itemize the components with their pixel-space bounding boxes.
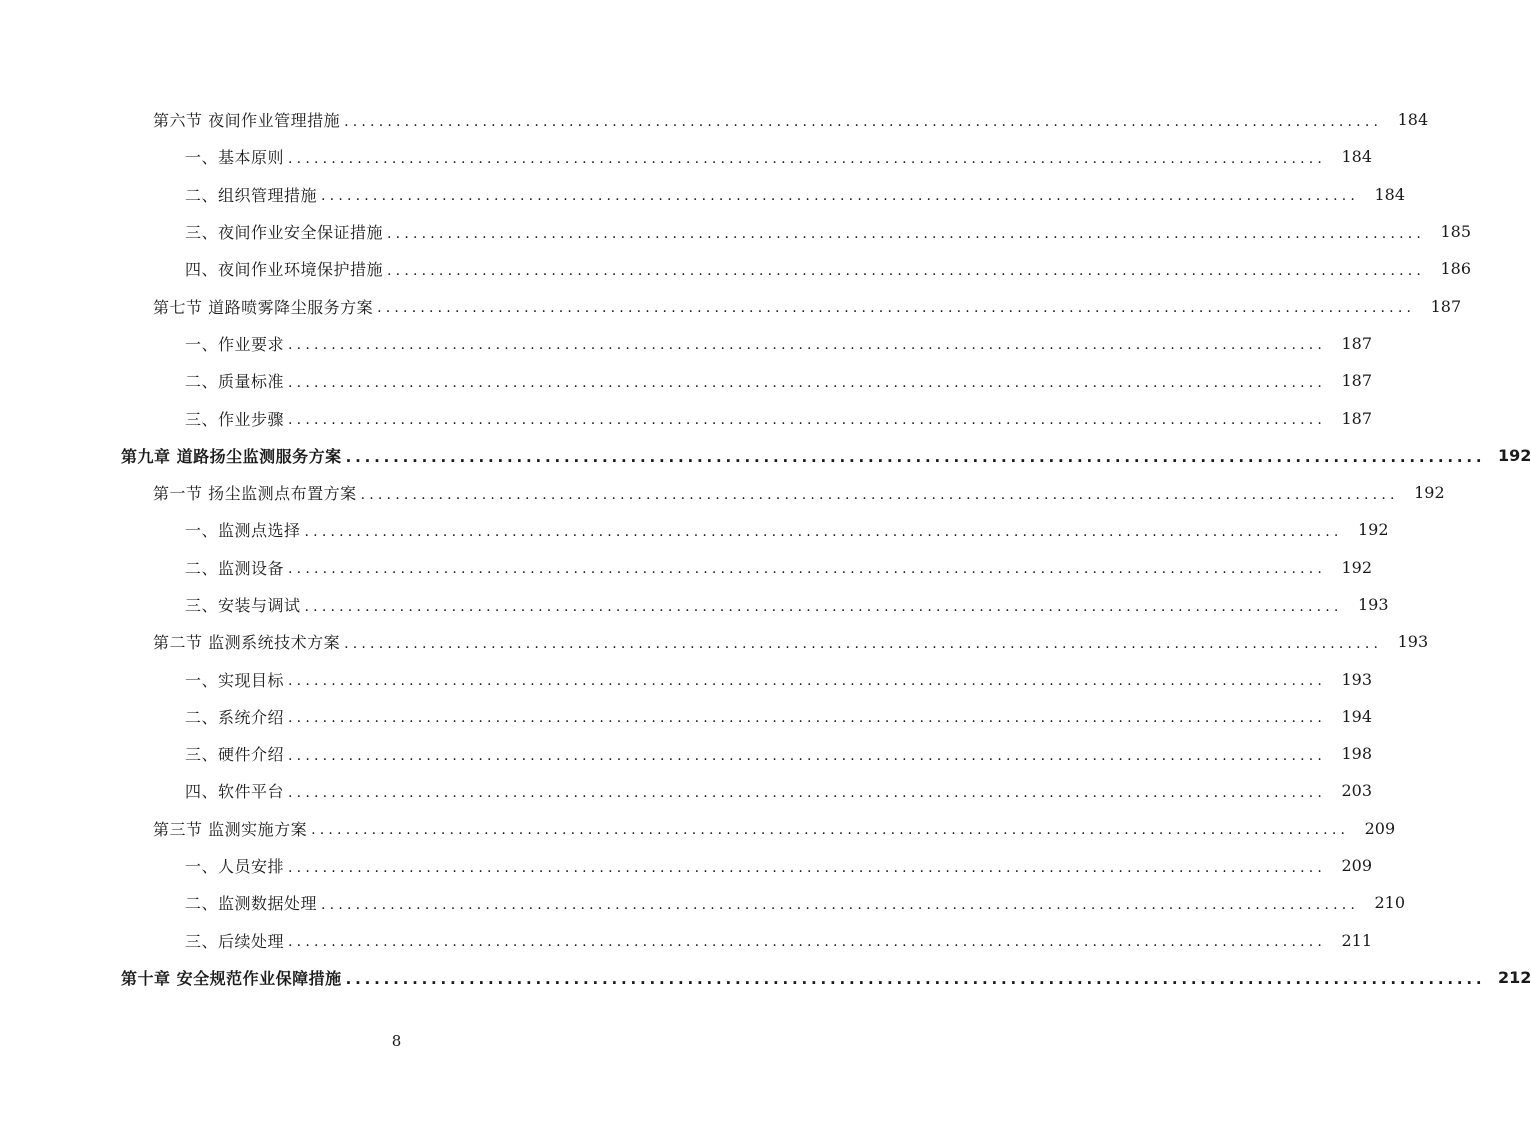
toc-section-row[interactable] bbox=[0, 101, 1429, 138]
toc-entry-title: 一、基本原则 bbox=[185, 148, 285, 168]
toc-dot-leader: ........................................................................................................................ bbox=[311, 822, 1350, 839]
toc-dot-leader: ........................................................................................................................ bbox=[344, 113, 1383, 130]
toc-item-row[interactable] bbox=[0, 399, 1373, 436]
toc-entry-page-number: 209 bbox=[1364, 818, 1396, 838]
toc-item-row[interactable] bbox=[0, 138, 1373, 175]
toc-entry-page-number: 203 bbox=[1341, 781, 1373, 801]
toc-entry-page-number: 187 bbox=[1341, 408, 1373, 428]
toc-section-row[interactable] bbox=[0, 810, 1396, 847]
toc-entry-title: 三、夜间作业安全保证措施 bbox=[185, 223, 384, 243]
toc-entry-page-number: 194 bbox=[1341, 706, 1373, 726]
toc-dot-leader: ........................................................................................................................ bbox=[344, 635, 1383, 652]
toc-dot-leader: ........................................................................................................................ bbox=[288, 934, 1327, 951]
toc-dot-leader: ........................................................................................................................ bbox=[321, 188, 1360, 205]
toc-item-row[interactable] bbox=[0, 325, 1373, 362]
toc-entry-page-number: 192 bbox=[1358, 520, 1389, 540]
toc-item-row[interactable] bbox=[0, 586, 1389, 623]
toc-dot-leader: ........................................................................................................................ bbox=[288, 374, 1327, 391]
toc-dot-leader: ........................................................................................................................ bbox=[288, 673, 1327, 690]
toc-dot-leader: ........................................................................................................................ bbox=[387, 262, 1426, 279]
toc-entry-title: 一、实现目标 bbox=[185, 670, 285, 690]
toc-section-row[interactable] bbox=[0, 287, 1462, 324]
toc-chapter-row[interactable] bbox=[0, 437, 1531, 474]
toc-entry-page-number: 209 bbox=[1341, 856, 1373, 876]
toc-entry-title: 一、作业要求 bbox=[185, 334, 285, 354]
toc-dot-leader: ........................................................................................................................ bbox=[288, 859, 1327, 876]
toc-item-row[interactable] bbox=[0, 511, 1389, 548]
toc-entry-title: 三、作业步骤 bbox=[185, 409, 285, 429]
toc-entry-page-number: 187 bbox=[1341, 371, 1373, 391]
toc-item-row[interactable] bbox=[0, 549, 1373, 586]
toc-entry-page-number: 193 bbox=[1358, 595, 1389, 614]
toc-section-row[interactable] bbox=[0, 474, 1445, 511]
toc-entry-title: 第十章 安全规范作业保障措施 bbox=[121, 968, 342, 988]
toc-entry-page-number: 212 bbox=[1497, 967, 1531, 987]
toc-entry-page-number: 184 bbox=[1374, 184, 1406, 204]
toc-entry-page-number: 211 bbox=[1341, 930, 1373, 950]
toc-entry-page-number: 198 bbox=[1341, 744, 1373, 764]
toc-dot-leader: ........................................................................................................................ bbox=[304, 598, 1343, 615]
page-number: 8 bbox=[391, 1032, 402, 1050]
toc-entry-title: 一、人员安排 bbox=[185, 857, 285, 877]
toc-dot-leader: ........................................................................................................................ bbox=[288, 150, 1327, 167]
toc-entry-title: 二、系统介绍 bbox=[185, 707, 285, 727]
table-of-contents bbox=[0, 101, 1531, 996]
toc-dot-leader: ........................................................................................................................ bbox=[377, 300, 1416, 317]
toc-entry-title: 三、硬件介绍 bbox=[185, 745, 285, 765]
toc-dot-leader: ........................................................................................................................ bbox=[288, 412, 1327, 429]
toc-dot-leader: ........................................................................................................................ bbox=[288, 747, 1327, 764]
toc-dot-leader: ........................................................................................................................ bbox=[288, 337, 1327, 354]
toc-dot-leader: ........................................................................................................................ bbox=[387, 225, 1426, 242]
toc-dot-leader: ........................................................................................................................ bbox=[360, 486, 1399, 503]
toc-item-row[interactable] bbox=[0, 698, 1373, 735]
toc-item-row[interactable] bbox=[0, 772, 1373, 809]
toc-entry-page-number: 192 bbox=[1414, 483, 1445, 503]
toc-dot-leader: ........................................................................................................................ bbox=[288, 784, 1327, 801]
toc-item-row[interactable] bbox=[0, 362, 1373, 399]
toc-entry-page-number: 187 bbox=[1430, 296, 1462, 316]
toc-entry-page-number: 193 bbox=[1397, 632, 1429, 652]
toc-entry-title: 第二节 监测系统技术方案 bbox=[153, 633, 341, 653]
toc-entry-title: 二、监测数据处理 bbox=[185, 894, 318, 914]
toc-entry-page-number: 184 bbox=[1341, 147, 1373, 167]
toc-dot-leader: ........................................................................................................................ bbox=[288, 710, 1327, 727]
toc-entry-title: 三、后续处理 bbox=[185, 931, 285, 951]
toc-entry-title: 三、安装与调试 bbox=[185, 596, 301, 615]
toc-entry-title: 二、质量标准 bbox=[185, 372, 285, 392]
toc-dot-leader: ........................................................................................................................ bbox=[304, 523, 1343, 540]
toc-entry-title: 第六节 夜间作业管理措施 bbox=[153, 111, 341, 131]
toc-item-row[interactable] bbox=[0, 735, 1373, 772]
toc-chapter-row[interactable] bbox=[0, 959, 1531, 996]
toc-entry-page-number: 192 bbox=[1341, 557, 1373, 577]
toc-item-row[interactable] bbox=[0, 922, 1373, 959]
toc-entry-title: 第七节 道路喷雾降尘服务方案 bbox=[153, 297, 374, 317]
toc-entry-title: 二、监测设备 bbox=[185, 558, 285, 578]
toc-dot-leader: ........................................................................................................................ bbox=[345, 447, 1486, 466]
toc-entry-title: 一、监测点选择 bbox=[185, 521, 301, 541]
toc-entry-page-number: 192 bbox=[1497, 445, 1531, 465]
toc-entry-page-number: 193 bbox=[1341, 669, 1373, 689]
toc-item-row[interactable] bbox=[0, 213, 1472, 250]
toc-dot-leader: ........................................................................................................................ bbox=[288, 561, 1327, 578]
toc-item-row[interactable] bbox=[0, 847, 1373, 884]
toc-entry-title: 第三节 监测实施方案 bbox=[153, 819, 308, 839]
toc-section-row[interactable] bbox=[0, 623, 1429, 660]
toc-item-row[interactable] bbox=[0, 884, 1406, 921]
toc-entry-title: 四、夜间作业环境保护措施 bbox=[185, 260, 384, 280]
toc-entry-title: 四、软件平台 bbox=[185, 782, 285, 802]
toc-item-row[interactable] bbox=[0, 176, 1406, 213]
toc-entry-page-number: 187 bbox=[1341, 333, 1373, 353]
toc-entry-page-number: 185 bbox=[1440, 222, 1472, 242]
toc-entry-page-number: 184 bbox=[1397, 110, 1429, 130]
toc-dot-leader: ........................................................................................................................ bbox=[345, 969, 1486, 988]
toc-entry-page-number: 210 bbox=[1374, 893, 1406, 913]
toc-item-row[interactable] bbox=[0, 250, 1472, 287]
toc-dot-leader: ........................................................................................................................ bbox=[321, 896, 1360, 913]
toc-entry-title: 第一节 扬尘监测点布置方案 bbox=[153, 484, 357, 504]
toc-entry-title: 第九章 道路扬尘监测服务方案 bbox=[121, 446, 342, 466]
toc-entry-page-number: 186 bbox=[1440, 259, 1472, 279]
toc-entry-title: 二、组织管理措施 bbox=[185, 185, 318, 205]
toc-item-row[interactable] bbox=[0, 660, 1373, 697]
